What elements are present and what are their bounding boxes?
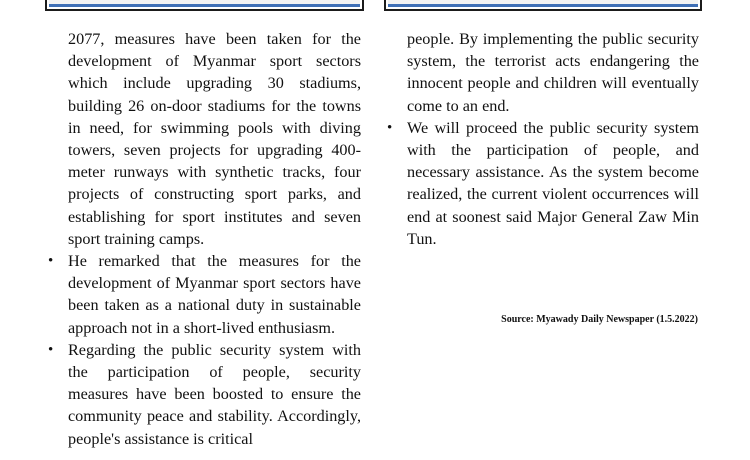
list-item: [46, 250, 361, 339]
list-item: [46, 339, 361, 450]
bullet-text: Regarding the public security system with the participation of people, security measures have been boosted to ensure the community peace and stability. Accordingly, people's assistance is critical: [68, 340, 361, 448]
left-bullet-list: [46, 250, 361, 450]
list-item: [385, 117, 699, 250]
photo-right: [384, 0, 702, 11]
bullet-text: He remarked that the measures for the development of Myanmar sport sectors have been taken as a national duty in sustainable approach not in a short-lived enthusiasm.: [68, 252, 361, 337]
bullet-text: We will proceed the public security system with the participation of people, and necessary assistance. As the system become realized, the current violent occurrences will end at soonest said Major General Zaw Min Tun.: [407, 118, 699, 248]
right-column: [385, 28, 699, 250]
left-column: [46, 28, 361, 450]
right-bullet-list: [385, 117, 699, 250]
left-intro-paragraph: 2077, measures have been taken for the development of Myanmar sport sectors which include upgrading 30 stadiums, building 26 on-door stadiums for the towns in need, for swimming pools with diving towers, seven projects for upgrading 400-meter runways with synthetic tracks, four projects of constructing sport parks, and establishing for sport institutes and seven sport training camps.: [68, 30, 361, 248]
source-citation: Source: Myawady Daily Newspaper (1.5.2022): [501, 314, 698, 325]
bullet-icon: •: [387, 119, 393, 136]
right-intro-paragraph: people. By implementing the public security system, the terrorist acts endangering the innocent people and children will eventually come to an end.: [407, 30, 699, 115]
bullet-icon: •: [48, 341, 54, 358]
photo-left: [45, 0, 364, 11]
bullet-icon: •: [48, 253, 54, 270]
